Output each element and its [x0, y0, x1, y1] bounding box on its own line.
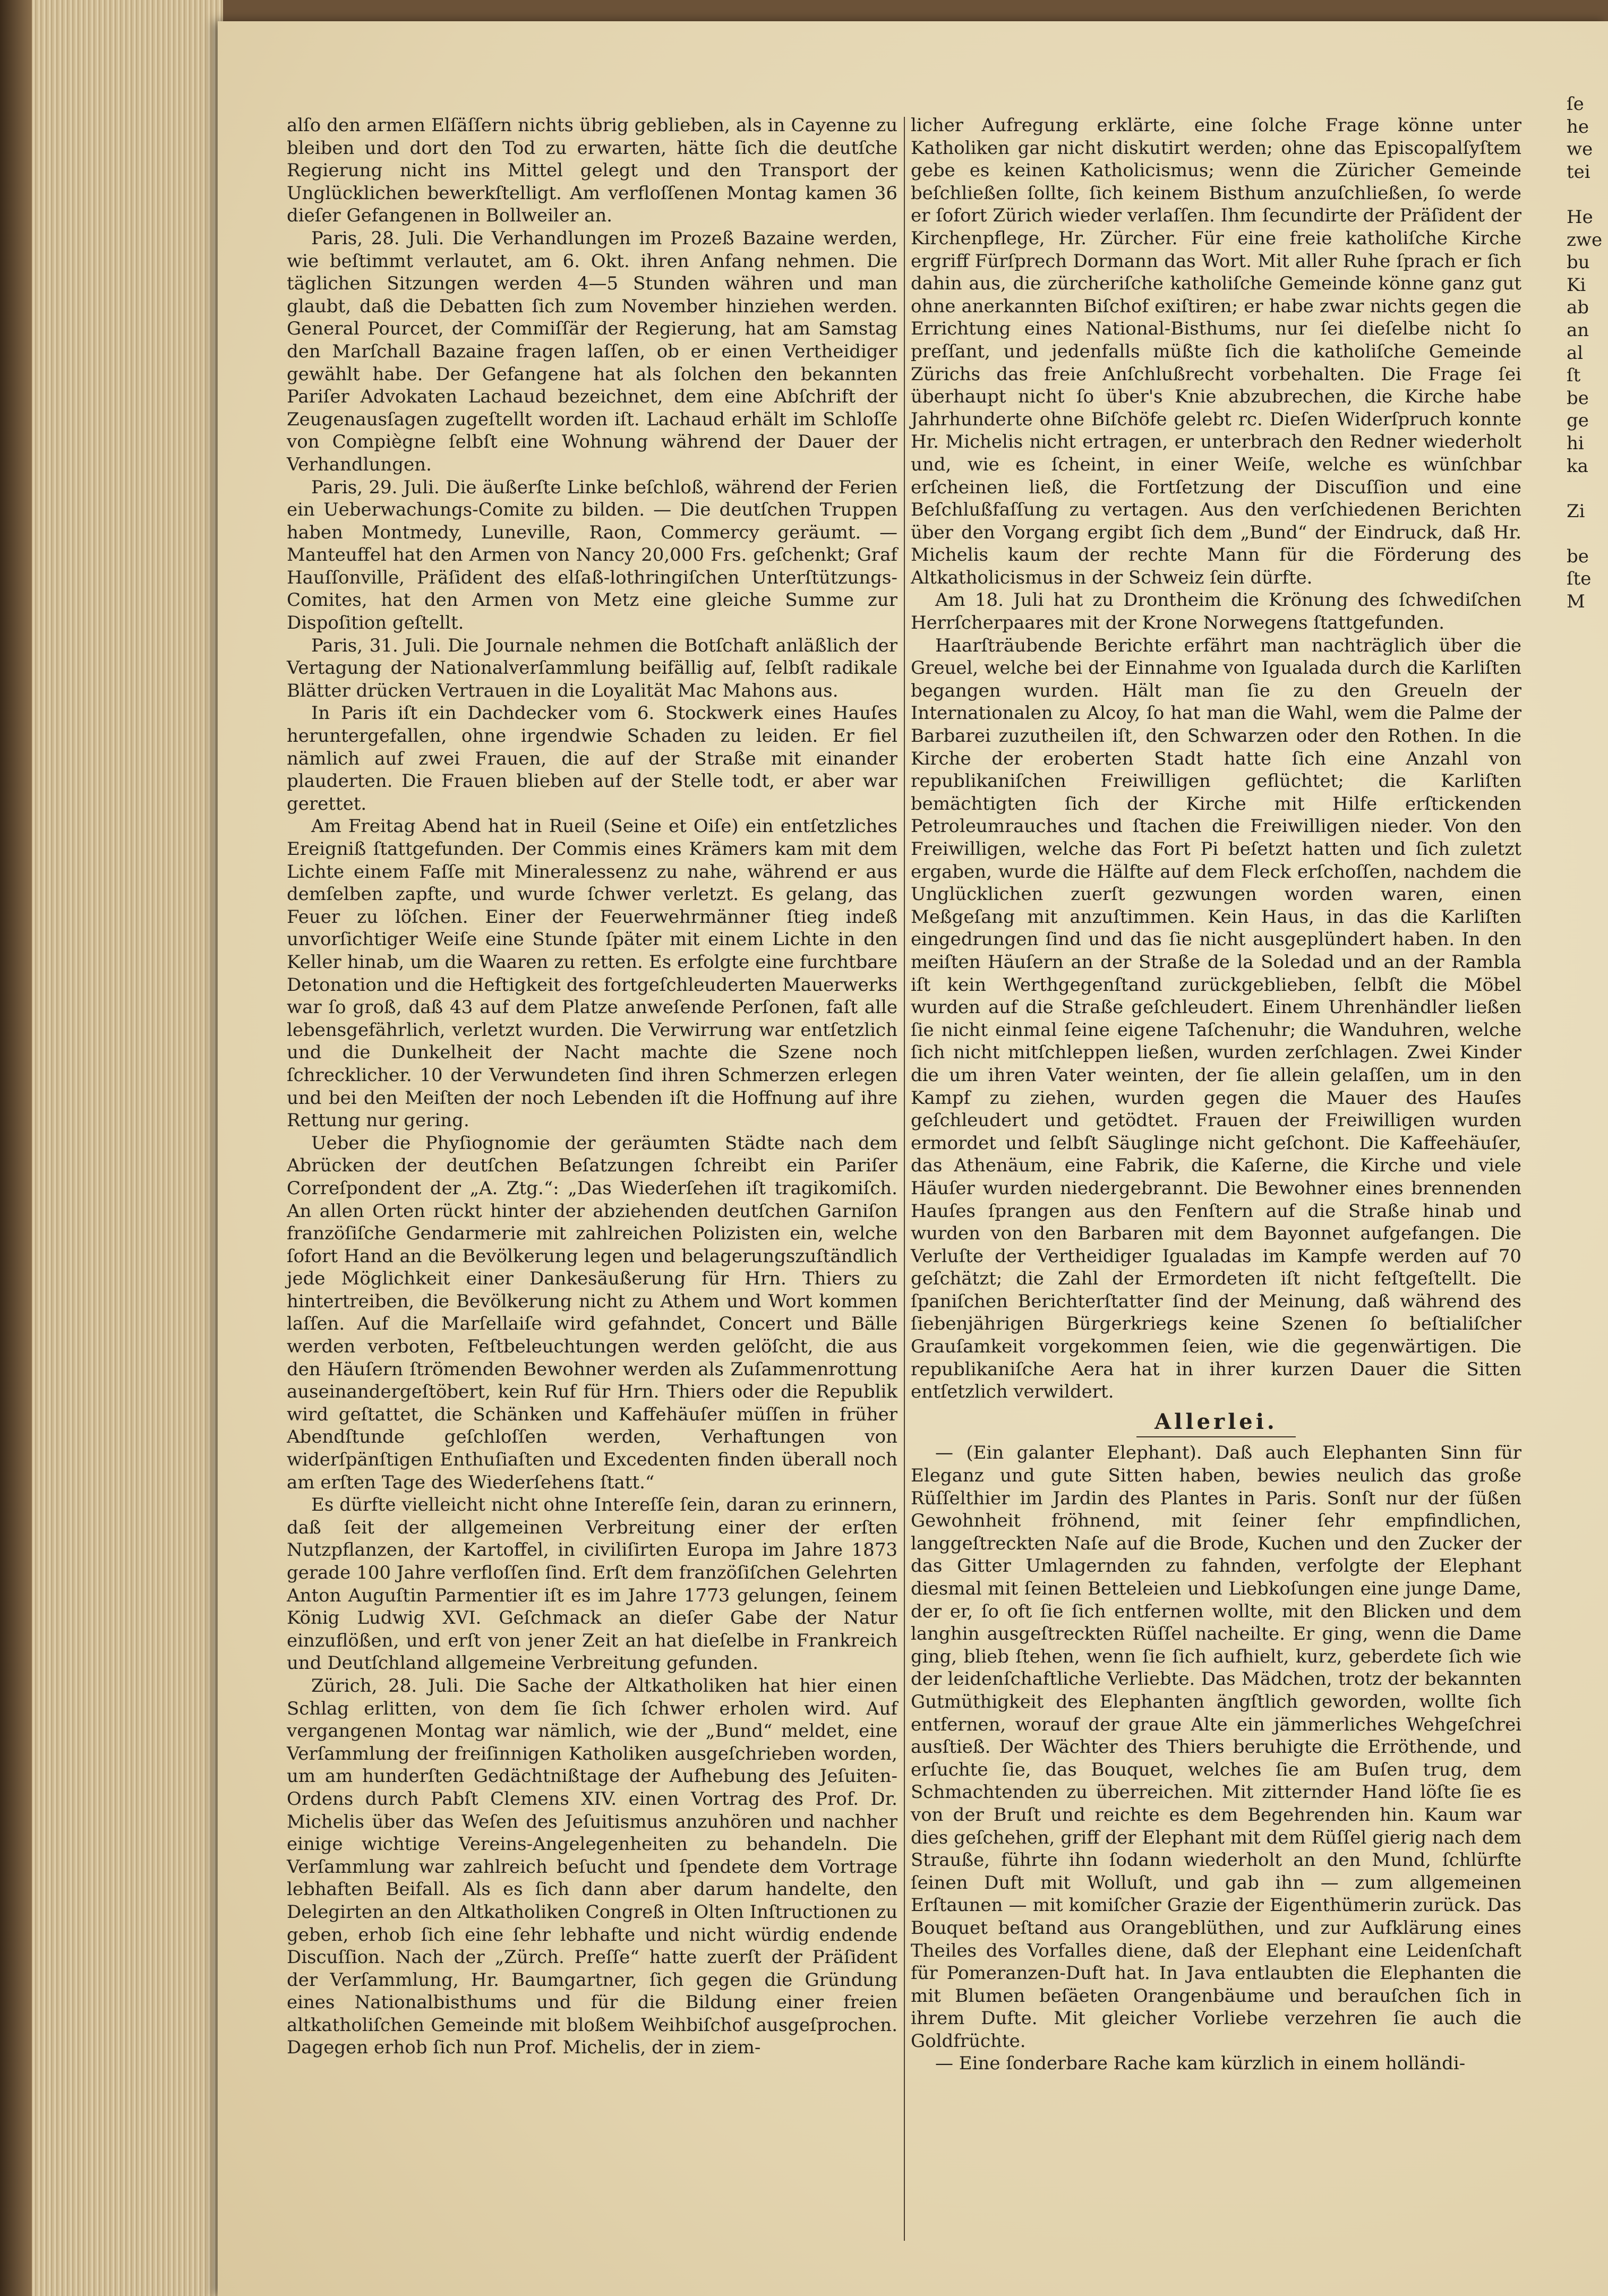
- edge-fragment: [1567, 183, 1603, 206]
- edge-fragment: Zi: [1567, 500, 1585, 522]
- article-paragraph: Am Freitag Abend hat in Rueil (Seine et Oiſe) ein entſetzliches Ereigniß ſtattgefunden. Der Commis eines Krämers kam mit dem Lichte einem Faſſe mit Mineralessenz zu nahe, während er aus demſelben zapfte, und wurde ſchwer verletzt. Es gelang, das Feuer zu löſchen. Einer der Feuerwehrmänner ſtieg indeß unvorſichtiger Weiſe eine Stunde ſpäter mit einem Lichte in den Keller hinab, um die Waaren zu retten. Es erfolgte eine furchtbare Detonation und die Heftigkeit des fortgeſchleuderten Mauerwerks war ſo groß, daß 43 auf dem Platze anweſende Perſonen, faſt alle lebensgefährlich, verletzt wurden. Die Verwirrung war entſetzlich und die Dunkelheit der Nacht machte die Szene noch ſchrecklicher. 10 der Verwundeten ſind ihren Schmerzen erlegen und bei den Meiſten der noch Lebenden iſt die Hoffnung auf ihre Rettung nur gering.: [287, 816, 897, 1132]
- edge-fragment: ge: [1567, 410, 1589, 432]
- edge-fragment: bu: [1567, 252, 1590, 273]
- article-paragraph: Paris, 31. Juli. Die Journale nehmen die Botſchaft anläßlich der Vertagung der Nationalverſammlung beifällig auf, ſelbſt radikale Blätter drücken Vertrauen in die Loyalität Mac Mahons aus.: [287, 635, 897, 701]
- article-paragraph: Es dürfte vielleicht nicht ohne Intereſſe ſein, daran zu erinnern, daß ſeit der allgemeinen Verbreitung einer der erſten Nutzpflanzen, der Kartoffel, in civiliſirten Europa im Jahre 1873 gerade 100 Jahre verfloſſen ſind. Erſt dem franzöſiſchen Gelehrten Anton Auguſtin Parmentier iſt es im Jahre 1773 gelungen, ſeinem König Ludwig XVI. Geſchmack an dieſer Gabe der Natur einzuflößen, und erſt von jener Zeit an hat dieſelbe in Frankreich und Deutſchland allgemeine Verbreitung gefunden.: [287, 1494, 897, 1674]
- edge-fragment: al: [1567, 342, 1584, 364]
- edge-fragment: Ki: [1567, 274, 1586, 296]
- article-paragraph: licher Aufregung erklärte, eine ſolche Frage könne unter Katholiken gar nicht diskutirt werden; ohne das Episcopalſyſtem gebe es keinen Katholicismus; wenn die Züricher Gemeinde beſchließen ſollte, ſich keinem Bisthum anzuſchließen, ſo werde er ſofort Zürich wieder verlaſſen. Ihm ſecundirte der Präſident der Kirchenpflege, Hr. Zürcher. Für eine freie katholiſche Kirche ergriff Fürſprech Dormann das Wort. Mit aller Ruhe ſprach er ſich dahin aus, die zürcheriſche katholiſche Gemeinde könne ganz gut ohne anerkannten Biſchof exiſtiren; er habe zwar nichts gegen die Errichtung eines National-Bisthums, nur ſei dieſelbe nicht ſo preſſant, und jedenfalls müßte ſich die katholiſche Gemeinde Zürichs das freie Anſchlußrecht vorbehalten. Die Frage ſei überhaupt nicht ſo über's Knie abzubrechen, die Kirche habe Jahrhunderte ohne Biſchöfe gelebt rc. Dieſen Widerſpruch konnte Hr. Michelis nicht ertragen, er unterbrach den Redner wiederholt und, wie es ſcheint, in einer Weiſe, welche es wünſchbar erſcheinen ließ, die Fortſetzung der Discuſſion und eine Beſchlußfaſſung zu vertagen. Aus den verſchiedenen Berichten über den Vorgang ergibt ſich dem „Bund“ der Eindruck, daß Hr. Michelis kaum der rechte Mann für die Förderung des Altkatholicismus in der Schweiz ſein dürfte.: [911, 115, 1521, 588]
- edge-fragment: he: [1567, 116, 1589, 138]
- book-binding-shadow: [0, 0, 32, 2296]
- edge-fragment: be: [1567, 387, 1589, 409]
- article-paragraph: Haarſträubende Berichte erfährt man nachträglich über die Greuel, welche bei der Einnahme von Igualada durch die Karliſten begangen wurden. Hält man ſie zu den Greueln der Internationalen zu Alcoy, ſo hat man die Wahl, wem die Palme der Barbarei zuzutheilen iſt, den Schwarzen oder den Rothen. In die Kirche der eroberten Stadt hatte ſich eine Anzahl von republikaniſchen Freiwilligen geflüchtet; die Karliſten bemächtigten ſich der Kirche mit Hilfe erſtickenden Petroleumrauches und ſtachen die Freiwilligen nieder. Von den Freiwilligen, welche das Fort Pi beſetzt hatten und ſich zuletzt ergaben, wurde die Hälfte auf dem Fleck erſchoſſen, nachdem die Unglücklichen zuerſt gezwungen worden waren, einen Meßgeſang mit anzuſtimmen. Kein Haus, in das die Karliſten eingedrungen ſind und das ſie nicht ausgeplündert haben. In den meiſten Häuſern an der Straße de la Soledad und an der Rambla iſt kein Werthgegenſtand zurückgeblieben, ſelbſt die Möbel wurden auf die Straße geſchleudert. Einem Uhrenhändler ließen ſie nicht einmal ſeine eigene Taſchenuhr; die Wanduhren, welche ſich nicht mitſchleppen ließen, wurden zerſchlagen. Zwei Kinder die um ihren Vater weinten, der ſie allein gelaſſen, um in den Kampf zu ziehen, wurden gegen die Mauer des Hauſes geſchleudert und getödtet. Frauen der Freiwilligen wurden ermordet und ſelbſt Säuglinge nicht geſchont. Die Kaffeehäuſer, das Athenäum, eine Fabrik, die Kaſerne, die Kirche und viele Häuſer wurden niedergebrannt. Die Bewohner eines brennenden Hauſes ſprangen aus den Fenſtern auf die Straße hinab und wurden von den Barbaren mit dem Bayonnet aufgefangen. Die Verluſte der Vertheidiger Igualadas im Kampfe werden auf 70 geſchätzt; die Zahl der Ermordeten iſt nicht feſtgeſtellt. Die ſpaniſchen Berichterſtatter ſind der Meinung, daß während des ſiebenjährigen Bürgerkriegs keine Szenen ſo beſtialiſcher Grauſamkeit vorgekommen ſeien, wie die gegenwärtigen. Die republikaniſche Aera hat in ihrer kurzen Dauer die Sitten entſetzlich verwildert.: [911, 635, 1521, 1403]
- article-paragraph: Paris, 29. Juli. Die äußerſte Linke beſchloß, während der Ferien ein Ueberwachungs-Comite zu bilden. — Die deutſchen Truppen haben Montmedy, Luneville, Raon, Commercy geräumt. — Manteuffel hat den Armen von Nancy 20,000 Frs. geſchenkt; Graf Hauſſonville, Präſident des elſaß-lothringiſchen Unterſtützungs-Comites, hat den Armen von Metz eine gleiche Summe zur Dispoſition geſtellt.: [287, 476, 897, 634]
- article-paragraph: — Eine ſonderbare Rache kam kürzlich in einem holländi-: [935, 2053, 1466, 2075]
- article-paragraph: alſo den armen Elſäſſern nichts übrig geblieben, als in Cayenne zu bleiben und dort den Tod zu erwarten, hätte ſich die deutſche Regierung nicht ins Mittel gelegt und den Transport der Unglücklichen bewerkſtelligt. Am verfloſſenen Montag kamen 36 dieſer Gefangenen in Bollweiler an.: [287, 115, 897, 227]
- left-column: [287, 114, 897, 2059]
- section-heading: Allerlei.: [1154, 1409, 1278, 1434]
- article-paragraph: — (Ein galanter Elephant). Daß auch Elephanten Sinn für Eleganz und gute Sitten haben, bewies neulich das große Rüſſelthier im Jardin des Plantes in Paris. Sonſt nur der ſüßen Gewohnheit fröhnend, mit ſeiner ſehr empfindlichen, langgeſtreckten Naſe auf die Brode, Kuchen und den Zucker der das Gitter Umlagernden zu fahnden, verfolgte der Elephant diesmal mit ſeinen Betteleien und Liebkoſungen eine junge Dame, der er, ſo oft ſie ſich entfernen wollte, mit den Blicken und dem langhin ausgeſtreckten Rüſſel nacheilte. Er ging, wenn die Dame ging, blieb ſtehen, wenn ſie ſich aufhielt, kurz, geberdete ſich wie der leidenſchaftliche Verliebte. Das Mädchen, trotz der bekannten Gutmüthigkeit des Elephanten ängſtlich geworden, wollte ſich entfernen, worauf der graue Alte ein jämmerliches Wehgeſchrei ausſtieß. Der Wächter des Thiers beruhigte die Erröthende, und erſuchte ſie, das Bouquet, welches ſie am Buſen trug, dem Schmachtenden zu überreichen. Mit zitternder Hand löſte ſie es von der Bruſt und reichte es dem Begehrenden hin. Kaum war dies geſchehen, griff der Elephant mit dem Rüſſel gierig nach dem Strauße, führte ihn ſodann wiederholt an den Mund, ſchlürfte ſeinen Duft mit Wolluſt, und gab ihn — zum allgemeinen Erſtaunen — mit komiſcher Grazie der Eigenthümerin zurück. Das Bouquet beſtand aus Orangeblüthen, und zur Aufklärung eines Theiles des Vorfalles diene, daß der Elephant eine Leidenſchaft für Pomeranzen-Duft hat. In Java entlaubten die Elephanten die mit Blumen beſäeten Orangenbäume und berauſchen ſich in ihrem Dufte. Mit gleicher Vorliebe verzehren ſie auch die Goldfrüchte.: [911, 1442, 1521, 2052]
- edge-fragment: ka: [1567, 455, 1588, 477]
- edge-fragment: we: [1567, 139, 1593, 160]
- edge-fragment: [1567, 477, 1603, 500]
- article-paragraph: In Paris iſt ein Dachdecker vom 6. Stockwerk eines Hauſes heruntergefallen, ohne irgendwie Schaden zu leiden. Er fiel nämlich auf zwei Frauen, die auf der Straße mit einander plauderten. Die Frauen blieben auf der Stelle todt, er aber war gerettet.: [287, 702, 897, 815]
- article-paragraph: Am 18. Juli hat zu Drontheim die Krönung des ſchwediſchen Herrſcherpaares mit der Krone Norwegens ſtattgefunden.: [911, 589, 1521, 634]
- edge-fragment: ab: [1567, 297, 1589, 319]
- article-paragraph: Paris, 28. Juli. Die Verhandlungen im Prozeß Bazaine werden, wie beſtimmt verlautet, am 6. Okt. ihren Anfang nehmen. Die täglichen Sitzungen werden 4—5 Stunden währen und man glaubt, daß die Debatten ſich zum November hinziehen werden. General Pourcet, der Commiſſär der Regierung, hat am Samstag den Marſchall Bazaine fragen laſſen, ob er einen Vertheidiger gewählt habe. Der Gefangene hat als ſolchen den bekannten Pariſer Advokaten Lachaud bezeichnet, dem eine Abſchrift der Zeugenausſagen zugeſtellt worden iſt. Lachaud erhält im Schloſſe von Compiègne ſelbſt eine Wohnung während der Dauer der Verhandlungen.: [287, 227, 897, 475]
- edge-fragment: ſt: [1567, 365, 1581, 387]
- article-paragraph: Zürich, 28. Juli. Die Sache der Altkatholiken hat hier einen Schlag erlitten, von dem ſie ſich ſchwer erholen wird. Auf vergangenen Montag war nämlich, wie der „Bund“ meldet, eine Verſammlung der freiſinnigen Katholiken ausgeſchrieben worden, um am hunderſten Gedächtnißtage der Aufhebung des Jeſuiten-Ordens durch Pabſt Clemens XIV. einen Vortrag des Prof. Dr. Michelis über das Weſen des Jeſuitismus anzuhören und nachher einige wichtige Vereins-Angelegenheiten zu behandeln. Die Verſammlung war zahlreich beſucht und ſpendete dem Vortrage lebhaften Beifall. Als es ſich dann aber darum handelte, den Delegirten an den Altkatholiken Congreß in Olten Inſtructionen zu geben, erhob ſich eine ſehr lebhafte und nicht würdig endende Discuſſion. Nach der „Zürch. Preſſe“ hatte zuerſt der Präſident der Verſammlung, Hr. Baumgartner, ſich gegen die Gründung eines Nationalbisthums und für die Bildung einer freien altkatholiſchen Gemeinde mit bloßem Weihbiſchof ausgeſprochen. Dagegen erhob ſich nun Prof. Michelis, der in ziem-: [287, 1675, 897, 2059]
- edge-fragment: an: [1567, 319, 1589, 341]
- edge-fragment: ſe: [1567, 93, 1584, 115]
- newspaper-page: [218, 21, 1608, 2296]
- edge-fragment: [1567, 522, 1603, 545]
- book-page-edges: [0, 0, 223, 2296]
- heading-rule: [1136, 1436, 1296, 1437]
- edge-fragment: zwe: [1567, 229, 1603, 251]
- article-paragraph: Ueber die Phyſiognomie der geräumten Städte nach dem Abrücken der deutſchen Beſatzungen ſchreibt ein Pariſer Correſpondent der „A. Ztg.“: „Das Wiederſehen iſt tragikomiſch. An allen Orten rückt hinter der abziehenden deutſchen Garniſon franzöſiſche Gendarmerie mit zahlreichen Polizisten ein, welche ſofort Hand an die Bevölkerung legen und belagerungszuſtändlich jede Möglichkeit einer Dankesäußerung für Hrn. Thiers zu hintertreiben, die Bevölkerung nicht zu Athem und Wort kommen laſſen. Auf die Marſellaiſe wird gefahndet, Concert und Bälle werden verboten, Feſtbeleuchtungen werden gelöſcht, die aus den Häuſern ſtrömenden Bewohner werden als Zuſammenrottung auseinandergeſtöbert, kein Ruf für Hrn. Thiers oder die Republik wird geſtattet, die Schänken und Kaffehäuſer müſſen in früher Abendſtunde geſchloſſen werden, Verhaftungen von widerſpänſtigen Enthuſiaſten und Excedenten finden überall noch am erſten Tage des Wiederſehens ſtatt.“: [287, 1132, 897, 1493]
- edge-fragment: M: [1567, 591, 1585, 613]
- next-page-edge-text: [1567, 93, 1603, 613]
- edge-fragment: tei: [1567, 161, 1590, 183]
- column-divider: [904, 117, 905, 2241]
- edge-fragment: be: [1567, 545, 1589, 567]
- right-column: [911, 114, 1521, 2075]
- edge-fragment: hi: [1567, 432, 1584, 454]
- edge-fragment: ſte: [1567, 568, 1592, 590]
- edge-fragment: He: [1567, 206, 1593, 228]
